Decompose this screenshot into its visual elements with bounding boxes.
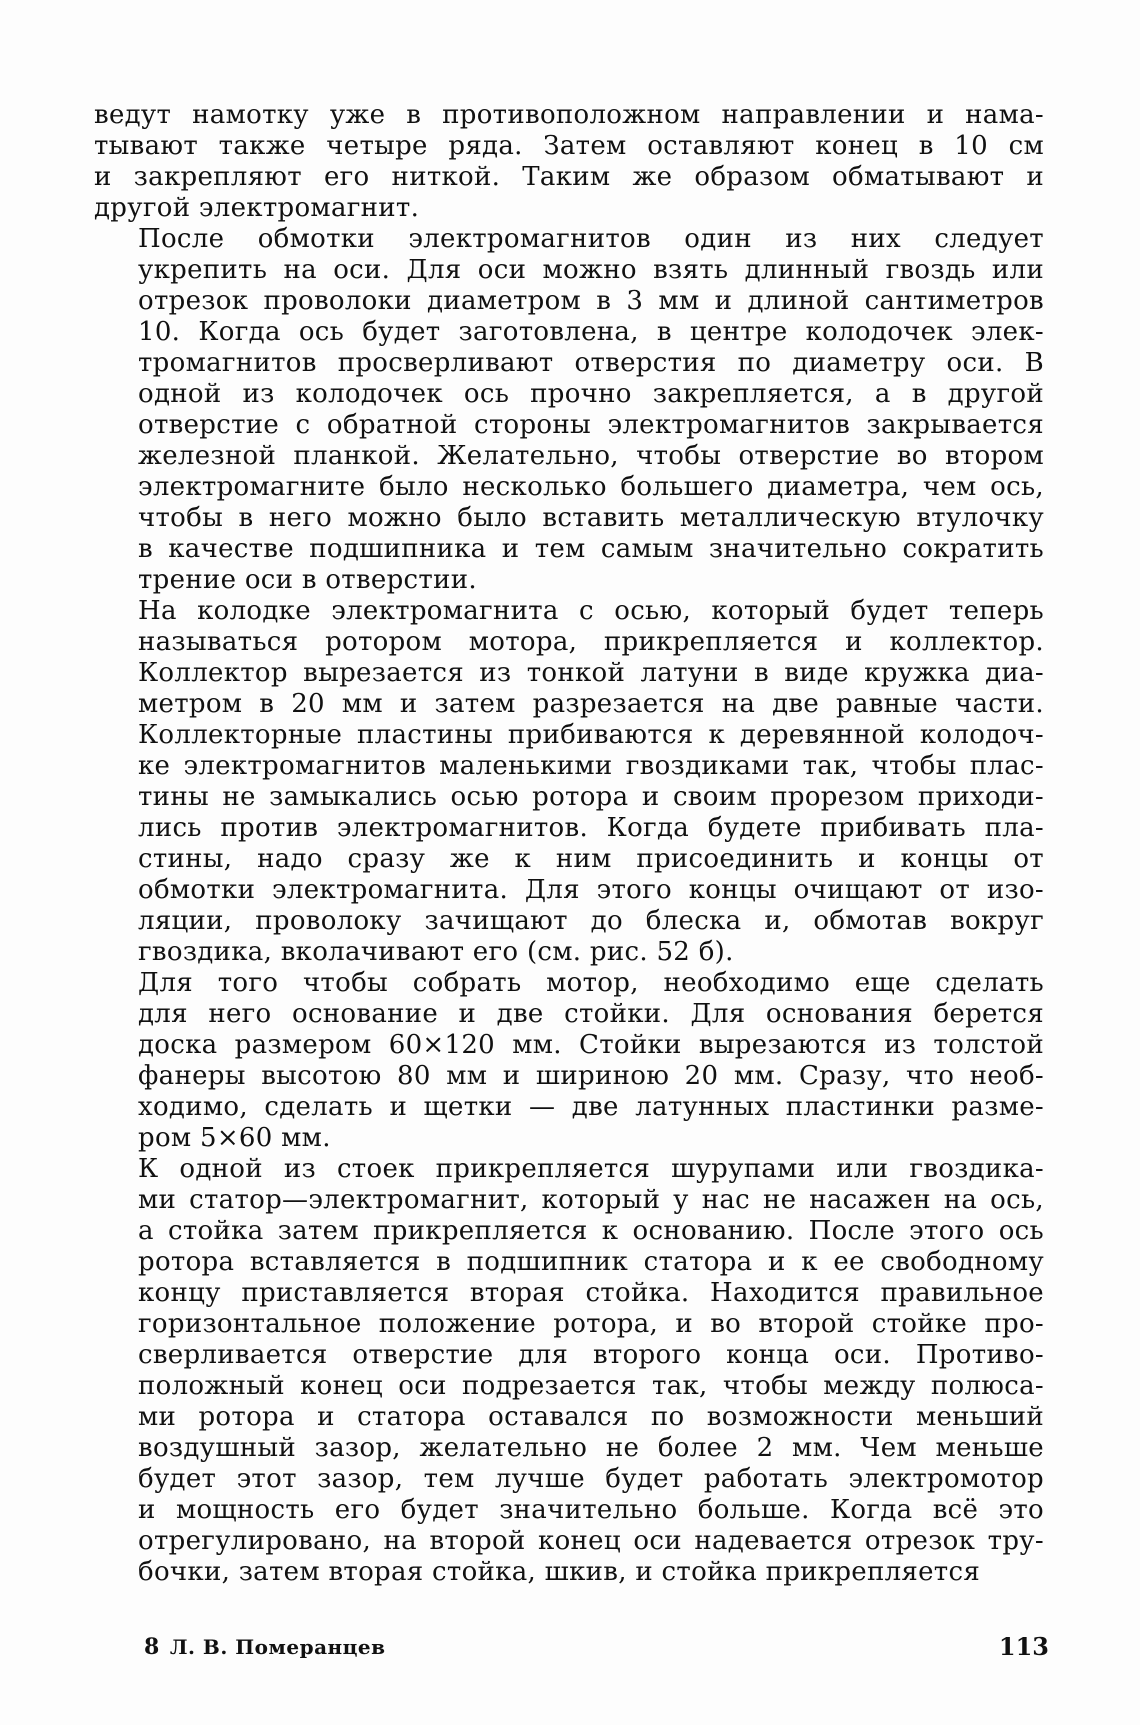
text-line: бочки, затем вторая стойка, шкив, и стойка прикрепляется	[138, 1557, 981, 1587]
text-line: железной планкой. Желательно, чтобы отверстие во втором	[138, 441, 1044, 471]
text-line: фанеры высотою 80 мм и шириною 20 мм. Сразу, что необ-	[138, 1061, 1044, 1091]
text-line: и мощность его будет значительно больше. Когда всё это	[138, 1495, 1044, 1525]
text-line: чтобы в него можно было вставить металлическую втулочку	[138, 503, 1044, 533]
text-line: одной из колодочек ось прочно закрепляется, а в другой	[138, 379, 1044, 409]
text-line: ром 5×60 мм.	[138, 1123, 331, 1153]
text-line: К одной из стоек прикрепляется шурупами или гвоздика-	[138, 1154, 1044, 1184]
text-line: Для того чтобы собрать мотор, необходимо еще сделать	[138, 968, 1044, 998]
text-line: и закрепляют его ниткой. Таким же образом обматывают и	[94, 162, 1044, 192]
paragraph	[94, 596, 1044, 968]
text-line: обмотки электромагнита. Для этого концы очищают от изо-	[138, 875, 1044, 905]
text-line: стины, надо сразу же к ним присоединить и концы от	[138, 844, 1044, 874]
text-line: концу приставляется вторая стойка. Находится правильное	[138, 1278, 1044, 1308]
text-line: 10. Когда ось будет заготовлена, в центре колодочек элек-	[138, 317, 1044, 347]
text-line: тины не замыкались осью ротора и своим прорезом приходи-	[138, 782, 1044, 812]
text-line: ми ротора и статора оставался по возможности меньший	[138, 1402, 1044, 1432]
text-line: ротора вставляется в подшипник статора и к ее свободному	[138, 1247, 1044, 1277]
text-line: электромагните было несколько большего диаметра, чем ось,	[138, 472, 1044, 502]
text-line: в качестве подшипника и тем самым значительно сократить	[138, 534, 1044, 564]
text-line: горизонтальное положение ротора, и во второй стойке про-	[138, 1309, 1044, 1339]
text-line: гвоздика, вколачивают его (см. рис. 52 б).	[138, 937, 734, 967]
text-line: называться ротором мотора, прикрепляется и коллектор.	[138, 627, 1044, 657]
text-line: тывают также четыре ряда. Затем оставляют конец в 10 см	[94, 131, 1044, 161]
text-line: для него основание и две стойки. Для основания берется	[138, 999, 1044, 1029]
text-line: отрегулировано, на второй конец оси надевается отрезок тру-	[138, 1526, 1044, 1556]
text-line: доска размером 60×120 мм. Стойки вырезаются из толстой	[138, 1030, 1044, 1060]
text-line: ке электромагнитов маленькими гвоздиками так, чтобы плас-	[138, 751, 1044, 781]
text-line: трение оси в отверстии.	[138, 565, 477, 595]
text-line: отрезок проволоки диаметром в 3 мм и длиной сантиметров	[138, 286, 1044, 316]
text-line: На колодке электромагнита с осью, который будет теперь	[138, 596, 1044, 626]
footer-author-line	[144, 1634, 386, 1660]
text-line: ми статор—электромагнит, который у нас не насажен на ось,	[138, 1185, 1044, 1215]
text-line: отверстие с обратной стороны электромагнитов закрывается	[138, 410, 1044, 440]
text-line: лись против электромагнитов. Когда будете прибивать пла-	[138, 813, 1044, 843]
author-name: Л. В. Померанцев	[169, 1635, 386, 1659]
text-line: воздушный зазор, желательно не более 2 мм. Чем меньше	[138, 1433, 1044, 1463]
paragraph	[94, 968, 1044, 1154]
text-line: ляции, проволоку зачищают до блеска и, обмотав вокруг	[138, 906, 1044, 936]
text-line: положный конец оси подрезается так, чтобы между полюса-	[138, 1371, 1044, 1401]
text-line: ходимо, сделать и щетки — две латунных пластинки разме-	[138, 1092, 1044, 1122]
text-line: сверливается отверстие для второго конца оси. Противо-	[138, 1340, 1044, 1370]
text-line: Коллекторные пластины прибиваются к деревянной колодоч-	[138, 720, 1044, 750]
text-line: а стойка затем прикрепляется к основанию. После этого ось	[138, 1216, 1044, 1246]
text-line: будет этот зазор, тем лучше будет работать электромотор	[138, 1464, 1044, 1494]
paragraph	[94, 1154, 1044, 1588]
page-number: 113	[998, 1632, 1049, 1661]
paragraph	[94, 100, 1044, 224]
text-line: метром в 20 мм и затем разрезается на две равные части.	[138, 689, 1044, 719]
body-text	[94, 100, 1044, 1588]
page-footer	[144, 1630, 1049, 1670]
text-line: другой электромагнит.	[94, 193, 420, 223]
text-line: тромагнитов просверливают отверстия по диаметру оси. В	[138, 348, 1044, 378]
text-line: ведут намотку уже в противоположном направлении и нама-	[94, 100, 1044, 130]
text-line: Коллектор вырезается из тонкой латуни в виде кружка диа-	[138, 658, 1044, 688]
text-line: укрепить на оси. Для оси можно взять длинный гвоздь или	[138, 255, 1044, 285]
signature-mark: 8	[144, 1634, 160, 1660]
paragraph	[94, 224, 1044, 596]
text-line: После обмотки электромагнитов один из них следует	[138, 224, 1044, 254]
